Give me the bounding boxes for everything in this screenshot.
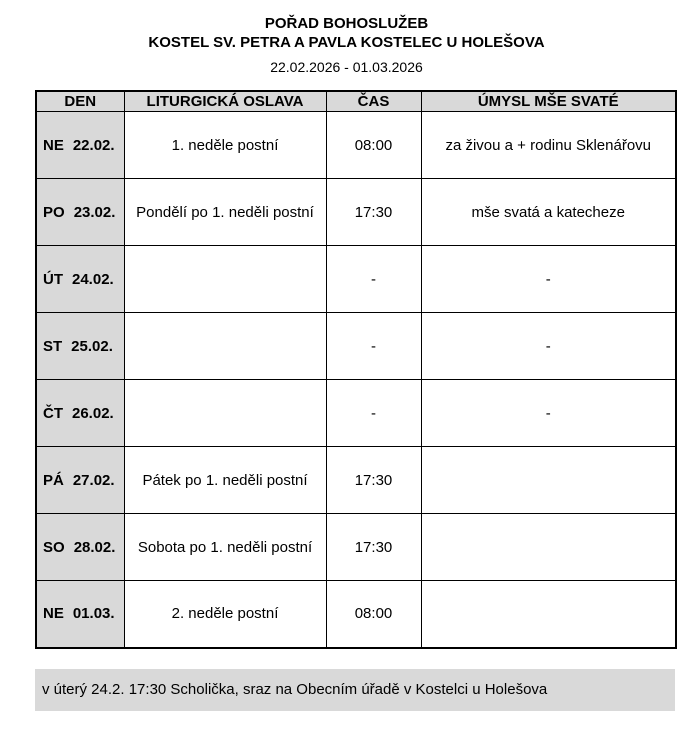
day-cell [36,112,124,179]
intention-cell [421,581,676,648]
intention-cell [421,447,676,514]
day-abbr: NE [43,136,64,154]
day-date: 01.03. [72,605,115,623]
day-cell [36,380,124,447]
liturgy-cell [124,313,326,380]
footer-note: v úterý 24.2. 17:30 Scholička, sraz na Obecním úřadě v Kostelci u Holešova [35,669,675,711]
intention-cell: mše svatá a katecheze [421,179,676,246]
day-abbr: ST [43,337,63,355]
table-row [36,514,676,581]
liturgy-cell: Pondělí po 1. neděli postní [124,179,326,246]
column-header-liturgicka-oslava: LITURGICKÁ OSLAVA [124,91,326,112]
time-cell: 17:30 [326,514,421,581]
intention-cell: za živou a + rodinu Sklenářovu [421,112,676,179]
time-cell: - [326,246,421,313]
table-row [36,179,676,246]
liturgy-cell [124,246,326,313]
day-cell [36,447,124,514]
day-cell [36,179,124,246]
table-row [36,313,676,380]
day-date: 27.02. [72,471,115,489]
liturgy-cell: Pátek po 1. neděli postní [124,447,326,514]
column-header-den: DEN [36,91,124,112]
intention-cell: - [421,246,676,313]
date-range: 22.02.2026 - 01.03.2026 [270,59,423,75]
column-header-umysl: ÚMYSL MŠE SVATÉ [421,91,676,112]
time-cell: - [326,380,421,447]
day-abbr: ČT [43,404,63,422]
day-abbr: ÚT [43,270,63,288]
day-date: 28.02. [73,538,116,556]
day-cell [36,313,124,380]
table-row [36,581,676,648]
day-abbr: PO [43,203,65,221]
liturgy-cell: 1. neděle postní [124,112,326,179]
time-cell: 08:00 [326,581,421,648]
page-title: POŘAD BOHOSLUŽEB [264,15,429,32]
day-date: 25.02. [71,337,113,355]
table-row [36,447,676,514]
table-row [36,246,676,313]
column-header-cas: ČAS [326,91,421,112]
intention-cell [421,514,676,581]
table-row [36,112,676,179]
table-header-row [36,91,676,112]
time-cell: - [326,313,421,380]
day-cell [36,514,124,581]
liturgy-cell [124,380,326,447]
schedule-table [35,90,677,649]
day-abbr: SO [43,538,65,556]
liturgy-cell: Sobota po 1. neděli postní [124,514,326,581]
time-cell: 17:30 [326,447,421,514]
page-subtitle: KOSTEL SV. PETRA A PAVLA KOSTELEC U HOLEŠOVA [148,34,545,51]
document-header [0,0,693,76]
time-cell: 17:30 [326,179,421,246]
day-abbr: NE [43,605,64,623]
intention-cell: - [421,380,676,447]
day-date: 24.02. [72,270,114,288]
time-cell: 08:00 [326,112,421,179]
liturgy-cell: 2. neděle postní [124,581,326,648]
day-date: 26.02. [72,404,114,422]
day-date: 23.02. [73,203,116,221]
day-cell [36,581,124,648]
table-row [36,380,676,447]
day-abbr: PÁ [43,471,64,489]
day-cell [36,246,124,313]
intention-cell: - [421,313,676,380]
day-date: 22.02. [72,136,115,154]
